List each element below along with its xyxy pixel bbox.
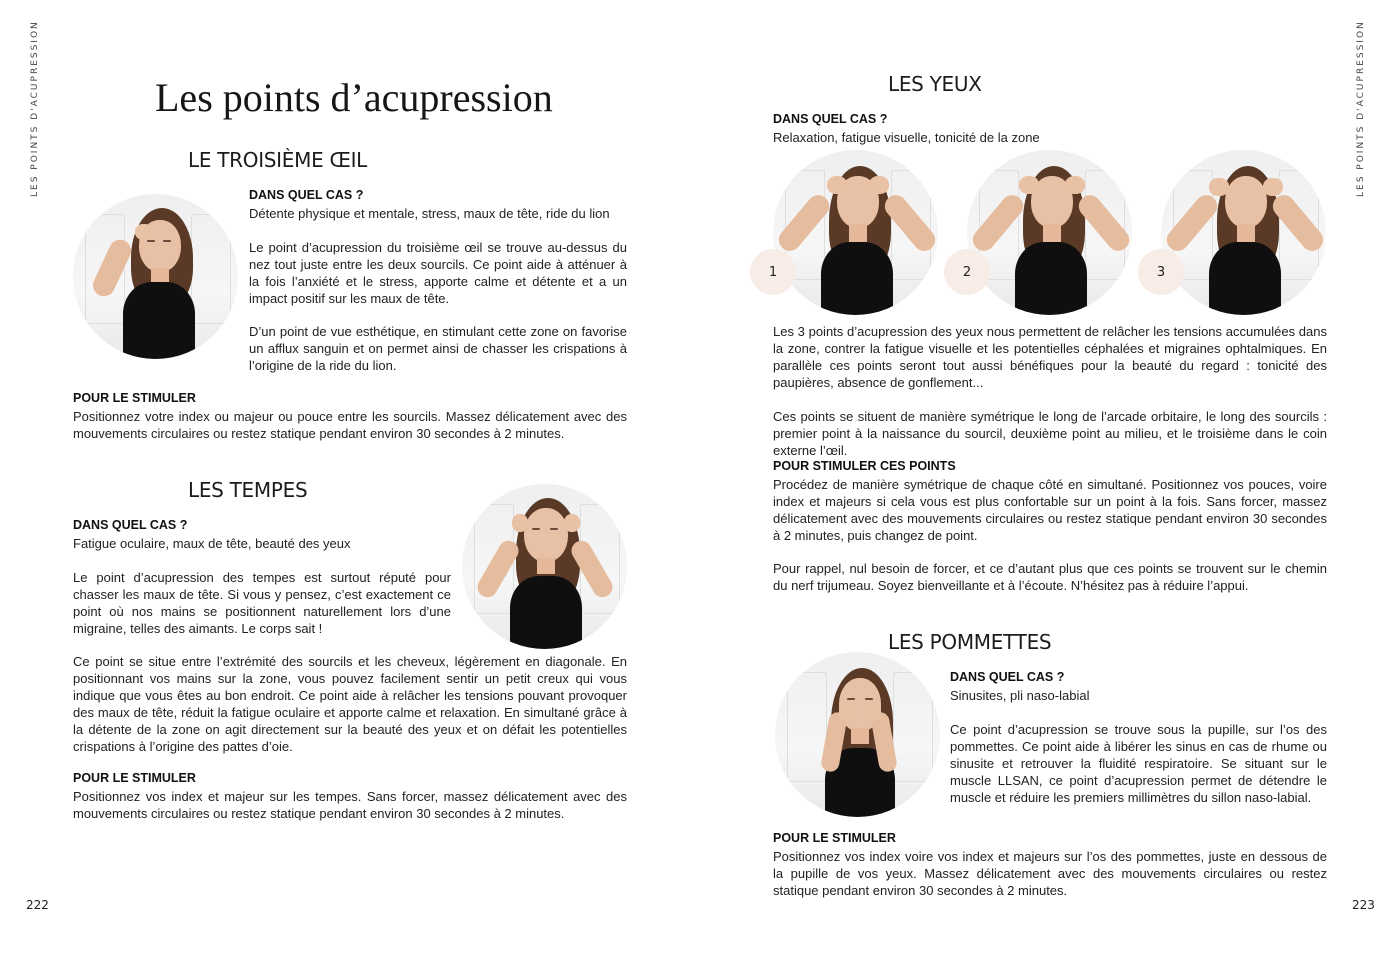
paragraph-yeux-2: Ces points se situent de manière symétrique le long de l’arcade orbitaire, le long des sourcils : premier point à la naissance du sourcil, deuxième point au milieu, et le troisième dans le coin externe l’œil. bbox=[773, 409, 1327, 458]
section-title-pommettes: LES POMMETTES bbox=[888, 630, 1052, 654]
paragraph-troisieme-oeil-1: Le point d’acupression du troisième œil se trouve au-dessus du nez tout juste entre les deux sourcils. Ce point aide à atténuer à la fois l’anxiété et le stress, apporte calme et détente et a un impact positif sur les maux de tête. bbox=[249, 240, 627, 306]
photo-yeux-point-1 bbox=[773, 150, 938, 315]
photo-yeux-point-3 bbox=[1161, 150, 1326, 315]
stim-label-pommettes: POUR LE STIMULER bbox=[773, 831, 896, 845]
cas-text-troisieme-oeil: Détente physique et mentale, stress, maux de tête, ride du lion bbox=[249, 206, 610, 221]
paragraph-yeux-1: Les 3 points d’acupression des yeux nous permettent de relâcher les tensions accumulées dans la zone, contrer la fatigue visuelle et les potentielles céphalées et migraines ophtalmiques. En parallèle ces points seront tout aussi bénéfiques pour la beauté du regard : tonicité des paupières, absence de gonflement... bbox=[773, 324, 1327, 390]
running-header-left: LES POINTS D'ACUPRESSION bbox=[30, 20, 40, 197]
stim-text-troisieme-oeil: Positionnez votre index ou majeur ou pouce entre les sourcils. Massez délicatement avec des mouvements circulaires ou restez statique pendant environ 30 secondes à 2 minutes. bbox=[73, 409, 627, 441]
section-title-troisieme-oeil: LE TROISIÈME ŒIL bbox=[188, 148, 368, 172]
paragraph-yeux-3: Pour rappel, nul besoin de forcer, et ce d’autant plus que ces points se trouvent sur le chemin du nerf trijumeau. Soyez bienveillante et à l’écoute. N’hésitez pas à réduire l’appui. bbox=[773, 561, 1327, 593]
stim-label-tempes: POUR LE STIMULER bbox=[73, 771, 196, 785]
photo-pommettes bbox=[775, 652, 940, 817]
stim-text-tempes: Positionnez vos index et majeur sur les tempes. Sans forcer, massez délicatement avec des mouvements circulaires ou restez statique pendant environ 30 secondes à 2 minutes. bbox=[73, 789, 627, 821]
point-badge-3: 3 bbox=[1138, 249, 1184, 295]
photo-yeux-point-2 bbox=[967, 150, 1132, 315]
paragraph-troisieme-oeil-2: D’un point de vue esthétique, en stimulant cette zone on favorise un afflux sanguin et on permet ainsi de chasser les crispations à l’origine de la ride du lion. bbox=[249, 324, 627, 373]
stim-label-yeux: POUR STIMULER CES POINTS bbox=[773, 459, 956, 473]
photo-troisieme-oeil bbox=[73, 194, 238, 359]
page-number-right: 223 bbox=[1352, 898, 1375, 912]
cas-text-pommettes: Sinusites, pli naso-labial bbox=[950, 688, 1090, 703]
point-badge-1: 1 bbox=[750, 249, 796, 295]
cas-label-pommettes: DANS QUEL CAS ? bbox=[950, 670, 1065, 684]
cas-label-yeux: DANS QUEL CAS ? bbox=[773, 112, 888, 126]
cas-text-yeux: Relaxation, fatigue visuelle, tonicité de la zone bbox=[773, 130, 1040, 145]
cas-text-tempes: Fatigue oculaire, maux de tête, beauté des yeux bbox=[73, 536, 351, 551]
running-header-right: LES POINTS D'ACUPRESSION bbox=[1356, 20, 1366, 197]
stim-label-troisieme-oeil: POUR LE STIMULER bbox=[73, 391, 196, 405]
stim-text-pommettes: Positionnez vos index voire vos index et majeurs sur l’os des pommettes, juste en dessous de la pupille de vos yeux. Massez délicatement avec des mouvements circulaires ou restez statique pendant environ 30 secondes à 2 minutes. bbox=[773, 849, 1327, 898]
paragraph-pommettes-1: Ce point d’acupression se trouve sous la pupille, sur l’os des pommettes. Ce point aide à libérer les sinus en cas de rhume ou sinusite et retrouver la fluidité respiratoire. Se situant sur le muscle LLSAN, ce point d’acupression permet de détendre le muscle et réduire les premiers millimètres du sillon naso-labial. bbox=[950, 722, 1327, 805]
point-badge-2: 2 bbox=[944, 249, 990, 295]
cas-label-troisieme-oeil: DANS QUEL CAS ? bbox=[249, 188, 364, 202]
photo-tempes bbox=[462, 484, 627, 649]
stim-text-yeux: Procédez de manière symétrique de chaque côté en simultané. Positionnez vos pouces, voire index et majeurs si cela vous est plus confortable sur un point à la fois. Sans forcer, massez délicatement avec des mouvements circulaires ou restez statique pendant environ 30 secondes à 2 minutes, puis changez de point. bbox=[773, 477, 1327, 543]
paragraph-tempes-2: Ce point se situe entre l’extrémité des sourcils et les cheveux, légèrement en diagonale. En positionnant vos mains sur la zone, vous pouvez facilement sentir un petit creux qui vous indique que vous êtes au bon endroit. Ce point aide à relâcher les tensions pouvant provoquer des maux de tête, réduit la fatigue oculaire et apporte calme et relaxation. En simultané grâce à la détente de la zone on agit directement sur la beauté des yeux et on défait les potentielles crispations à l’origine des pattes d’oie. bbox=[73, 654, 627, 754]
paragraph-tempes-1: Le point d’acupression des tempes est surtout réputé pour chasser les maux de tête. Si vous y pensez, c’est exactement ce point où nos mains se positionnent naturellement lors d’une migraine, telles des aimants. Le corps sait ! bbox=[73, 570, 451, 636]
section-title-yeux: LES YEUX bbox=[888, 72, 982, 96]
page-number-left: 222 bbox=[26, 898, 49, 912]
cas-label-tempes: DANS QUEL CAS ? bbox=[73, 518, 188, 532]
section-title-tempes: LES TEMPES bbox=[188, 478, 308, 502]
page-title: Les points d’acupression bbox=[155, 75, 553, 120]
